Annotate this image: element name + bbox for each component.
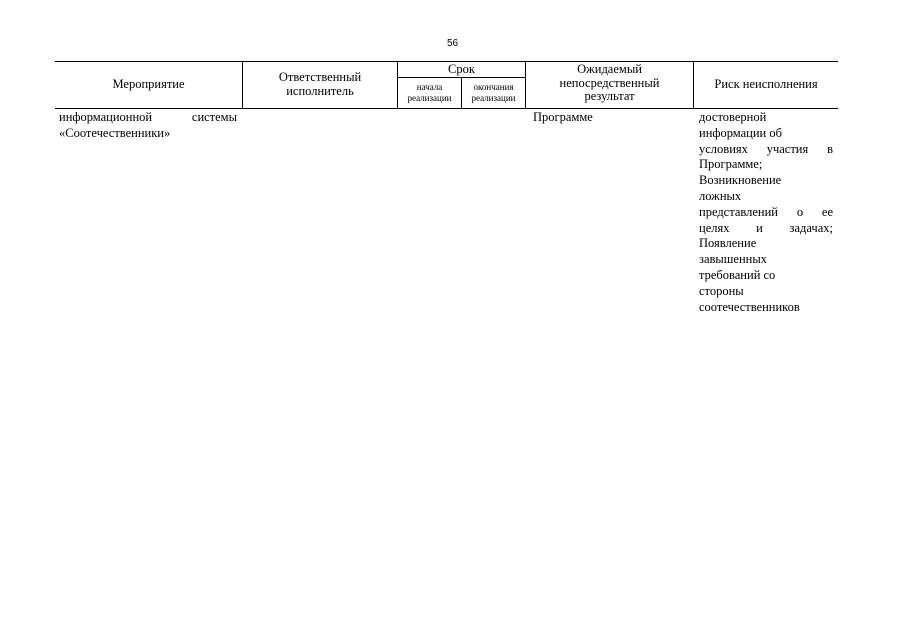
risk-line: Появление (699, 236, 757, 251)
risk-line: Возникновение (699, 173, 782, 188)
risk-line: информации об (699, 125, 782, 140)
cell-event (59, 110, 237, 142)
risk-line: представлений о ее (699, 204, 833, 219)
event-line: информационной системы (59, 110, 237, 124)
risk-line: Программе; (699, 157, 763, 172)
risk-line: стороны (699, 283, 744, 298)
cell-risk (699, 110, 833, 315)
cell-result (533, 110, 688, 126)
risk-line: целях и задачах; (699, 220, 833, 235)
header-executor: Ответственный исполнитель (278, 70, 362, 98)
header-term-end: окончания реализации (471, 82, 516, 103)
header-risk: Риск неисполнения (714, 76, 818, 91)
result-line: Программе (533, 110, 593, 124)
event-line: «Соотечественники» (59, 125, 171, 140)
page-number: 56 (446, 38, 459, 49)
risk-line: завышенных (699, 252, 767, 267)
header-bottom-border (55, 108, 838, 109)
risk-line: соотечественников (699, 299, 800, 314)
risk-line: ложных (699, 188, 742, 203)
header-term: Срок (448, 61, 475, 76)
header-term-start: начала реализации (407, 82, 452, 103)
risk-line: условиях участия в (699, 141, 833, 156)
header-event: Мероприятие (112, 76, 185, 91)
risk-table (55, 61, 838, 321)
header-result: Ожидаемый непосредственный результат (559, 62, 660, 103)
risk-line: требований со (699, 267, 776, 282)
risk-line: достоверной (699, 110, 767, 124)
